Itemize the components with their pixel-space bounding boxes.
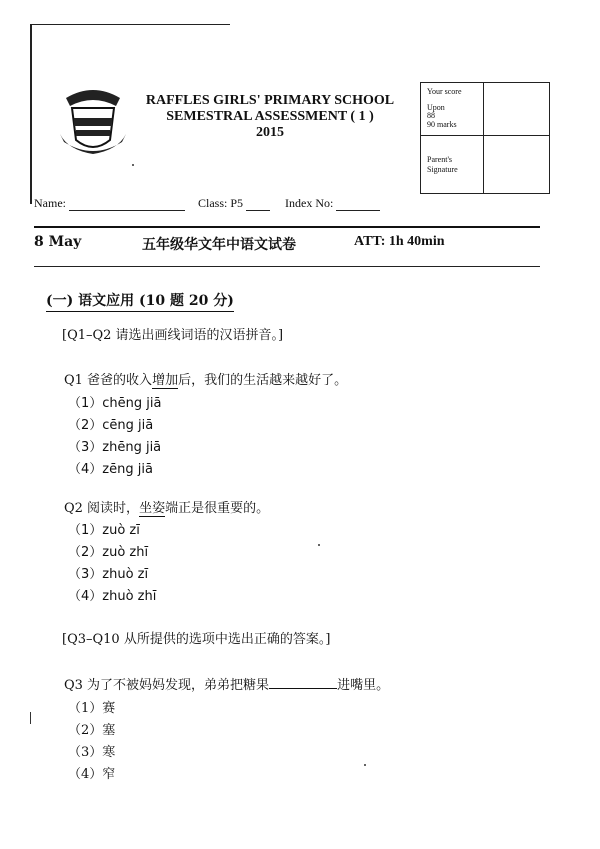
assessment-title: SEMESTRAL ASSESSMENT ( 1 ) (166, 109, 374, 124)
student-info-row (34, 196, 380, 211)
class-field[interactable] (246, 198, 270, 211)
question-1 (64, 369, 347, 388)
q3-option-4[interactable]: （4）窄 (68, 767, 116, 782)
section-title: (一) 语文应用 (10 题 20 分) (46, 290, 234, 312)
q2-text-pre: Q2 阅读时， (64, 501, 140, 516)
name-field[interactable] (69, 198, 185, 211)
top-border-line (30, 24, 230, 25)
q2-option-1[interactable]: （1）zuò zī (68, 523, 140, 538)
your-score-label: Your score (427, 87, 462, 96)
margin-mark (30, 712, 31, 724)
scan-speck (364, 764, 366, 766)
signature-label: Signature (427, 165, 458, 174)
question-2 (64, 497, 269, 516)
name-label: Name: (34, 196, 66, 210)
q2-option-2[interactable]: （2）zuò zhī (68, 545, 149, 560)
index-label: Index No: (285, 196, 334, 210)
school-crest-icon (58, 80, 128, 160)
score-box-divider-v (483, 83, 484, 193)
score-box-divider-h (421, 135, 549, 136)
q2-option-3[interactable]: （3）zhuò zī (68, 567, 149, 582)
q3-option-3[interactable]: （3）寒 (68, 745, 116, 760)
divider-thick (34, 226, 540, 228)
q1-option-1[interactable]: （1）chēng jiā (68, 396, 162, 411)
q1-text-pre: Q1 爸爸的收入 (64, 373, 153, 388)
school-name: RAFFLES GIRLS' PRIMARY SCHOOL (145, 93, 395, 108)
q3-option-2[interactable]: （2）塞 (68, 723, 116, 738)
assessment-year: 2015 (256, 125, 284, 140)
q3-option-1[interactable]: （1）赛 (68, 701, 116, 716)
q1-option-3[interactable]: （3）zhēng jiā (68, 440, 162, 455)
left-border-line (30, 24, 32, 204)
q2-option-4[interactable]: （4）zhuò zhī (68, 589, 157, 604)
instruction-q3-q10: [Q3–Q10 从所提供的选项中选出正确的答案。] (62, 632, 331, 647)
class-label: Class: P5 (198, 196, 244, 210)
q1-option-4[interactable]: （4）zēng jiā (68, 462, 153, 477)
school-header (120, 93, 420, 141)
scan-speck (318, 544, 320, 546)
parent-label: Parent's (427, 155, 452, 164)
divider-thin (34, 266, 540, 267)
q3-answer-blank[interactable] (269, 676, 337, 689)
q2-underlined-word: 坐姿 (139, 501, 166, 516)
q1-underlined-word: 增加 (152, 373, 179, 388)
score-box (420, 82, 550, 194)
question-3 (64, 674, 389, 693)
q3-text-pre: Q3 为了不被妈妈发现，弟弟把糖果 (64, 678, 270, 693)
upon-label: Upon (427, 103, 445, 112)
marks-label: 90 marks (427, 120, 457, 129)
exam-duration: ATT: 1h 40min (354, 234, 445, 249)
q1-text-post: 后，我们的生活越来越好了。 (178, 373, 348, 388)
q1-option-2[interactable]: （2）cēng jiā (68, 418, 154, 433)
q3-text-post: 进嘴里。 (337, 678, 390, 693)
index-field[interactable] (336, 198, 380, 211)
exam-date: 8 May (34, 234, 82, 250)
instruction-q1-q2: [Q1–Q2 请选出画线词语的汉语拼音。] (62, 328, 284, 343)
q2-text-post: 端正是很重要的。 (165, 501, 270, 516)
scan-speck (132, 164, 134, 166)
exam-title: 五年级华文年中语文试卷 (142, 237, 296, 253)
upon-value: 88 (427, 111, 435, 120)
